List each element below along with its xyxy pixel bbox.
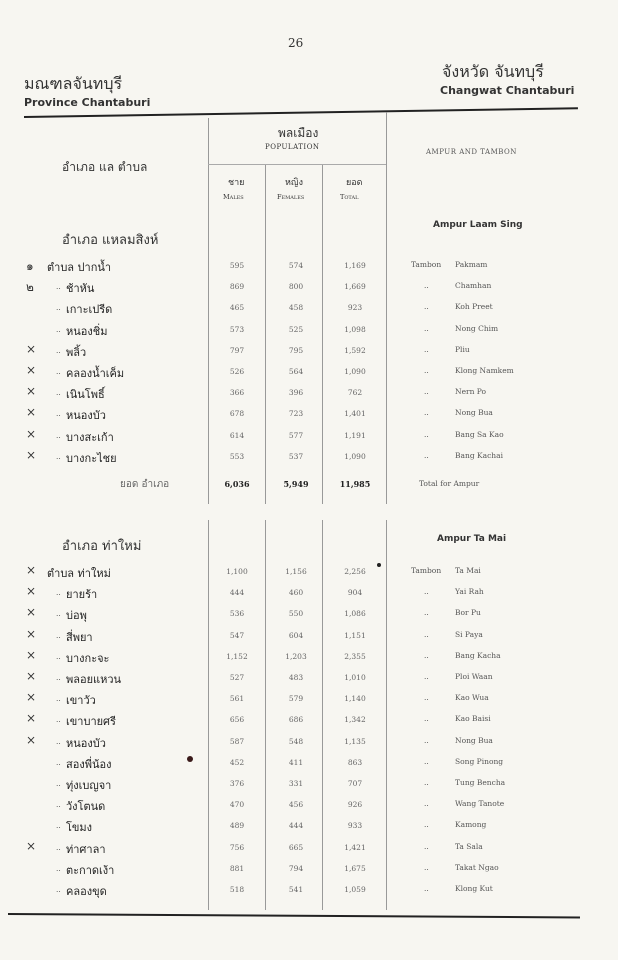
row-prefix: .. xyxy=(424,841,429,851)
row-females: 686 xyxy=(288,715,304,725)
row-tambon-thai: สี่พยา xyxy=(66,630,93,644)
row-tambon-en: Klong Kut xyxy=(455,884,493,893)
row-prefix: .. xyxy=(424,672,429,681)
row-ditto: .. xyxy=(56,388,61,398)
row-prefix: .. xyxy=(424,862,429,872)
row-females: 665 xyxy=(288,842,304,852)
row-total: 1,140 xyxy=(344,694,366,704)
row-tambon-en: Ta Sala xyxy=(455,841,483,851)
row-prefix: .. xyxy=(424,884,429,893)
row-total: 1,191 xyxy=(344,430,366,440)
row-males: 678 xyxy=(229,409,245,419)
row-males: 489 xyxy=(229,821,245,831)
column-header-total-thai: ยอด xyxy=(346,178,363,188)
row-prefix: .. xyxy=(424,778,429,787)
header-right-en: Changwat Chantaburi xyxy=(440,84,575,97)
row-ditto: .. xyxy=(56,694,61,704)
row-tambon-en: Wang Tanote xyxy=(455,799,505,809)
row-females: 537 xyxy=(288,451,304,461)
row-males: 527 xyxy=(229,673,245,682)
row-handwritten-mark: × xyxy=(26,405,37,420)
row-males: 376 xyxy=(229,779,245,788)
row-prefix: .. xyxy=(424,302,429,312)
row-ditto: .. xyxy=(56,651,61,661)
row-males: 595 xyxy=(229,261,245,270)
section2-title-thai: อำเภอ ท่าใหม่ xyxy=(62,539,142,554)
row-tambon-en: Nern Po xyxy=(455,387,487,397)
row-males: 366 xyxy=(229,388,245,398)
row-males: 756 xyxy=(229,842,245,852)
row-handwritten-mark: × xyxy=(26,732,37,747)
row-tambon-thai: ท่าศาลา xyxy=(66,842,106,856)
row-males: 547 xyxy=(229,630,245,640)
row-handwritten-mark: × xyxy=(26,563,37,577)
row-females: 458 xyxy=(288,303,304,313)
row-prefix: .. xyxy=(424,714,429,724)
row-handwritten-mark: × xyxy=(26,447,37,462)
row-tambon-thai: เกาะเปรีด xyxy=(66,303,113,317)
row-males: 1,152 xyxy=(226,651,248,661)
row-total: 1,592 xyxy=(344,345,366,355)
row-males: 465 xyxy=(229,303,245,313)
row-total: 1,401 xyxy=(344,409,366,419)
row-males: 536 xyxy=(229,609,245,619)
row-males: 869 xyxy=(229,282,245,292)
row-tambon-thai: คลองขุด xyxy=(66,885,107,898)
row-tambon-thai: บ่อพุ xyxy=(66,609,87,623)
row-tambon-thai: สองพี่น้อง xyxy=(66,757,112,771)
row-ditto: .. xyxy=(56,282,61,292)
row-females: 794 xyxy=(288,863,304,873)
row-tambon-thai: เขาบายศรี xyxy=(66,715,116,729)
row-ditto: .. xyxy=(56,609,61,619)
row-total: 1,421 xyxy=(344,842,366,852)
row-prefix: .. xyxy=(424,756,429,766)
row-tambon-thai: เนินโพธิ์ xyxy=(66,388,105,402)
row-tambon-en: Takat Ngao xyxy=(455,862,499,872)
row-tambon-en: Song Pinong xyxy=(455,756,504,766)
row-ditto: .. xyxy=(56,863,61,873)
row-ditto: .. xyxy=(56,757,61,767)
row-females: 1,203 xyxy=(285,651,307,661)
population-divider xyxy=(208,164,386,165)
row-ditto: .. xyxy=(56,588,61,598)
row-females: 800 xyxy=(288,282,304,292)
row-ditto: .. xyxy=(56,779,61,788)
section1-total-total: 11,985 xyxy=(339,479,371,489)
row-males: 553 xyxy=(229,451,245,461)
row-total: 1,169 xyxy=(344,261,366,270)
row-prefix: .. xyxy=(424,429,429,439)
row-tambon-en: Yai Rah xyxy=(455,587,484,597)
row-tambon-thai: บางกะไชย xyxy=(66,451,117,465)
row-handwritten-mark: × xyxy=(26,711,37,726)
row-prefix: .. xyxy=(424,366,429,375)
row-prefix: .. xyxy=(424,387,429,397)
row-females: 444 xyxy=(288,821,304,831)
section1-total-males: 6,036 xyxy=(224,479,250,489)
row-females: 411 xyxy=(288,757,304,767)
row-ditto: .. xyxy=(56,303,61,313)
row-handwritten-mark: × xyxy=(26,669,37,683)
header-left-thai: มณฑลจันทบุรี xyxy=(24,74,123,93)
row-ditto: .. xyxy=(56,885,61,894)
row-total: 1,059 xyxy=(344,885,366,894)
row-tambon-en: Bang Kacha xyxy=(455,650,501,660)
page-number: 26 xyxy=(288,36,304,50)
ink-spot xyxy=(377,563,381,567)
row-males: 518 xyxy=(229,885,245,894)
row-females: 604 xyxy=(288,630,304,640)
row-ditto: .. xyxy=(56,630,61,640)
column-header-males-thai: ชาย xyxy=(228,178,245,188)
row-tambon-thai: พลอยแหวน xyxy=(66,673,122,686)
row-tambon-thai: บางสะเก้า xyxy=(66,430,114,444)
row-females: 456 xyxy=(288,800,304,810)
row-tambon-en: Si Paya xyxy=(455,629,483,639)
row-handwritten-mark: × xyxy=(26,384,37,399)
row-total: 2,355 xyxy=(344,651,366,661)
row-males: 656 xyxy=(229,715,245,725)
row-total: 1,090 xyxy=(344,367,366,376)
row-ditto: .. xyxy=(56,673,61,682)
row-prefix: .. xyxy=(424,608,429,618)
row-males: 881 xyxy=(229,863,245,873)
row-prefix: .. xyxy=(424,799,429,809)
row-handwritten-mark: ๑ xyxy=(26,259,34,273)
row-handwritten-mark: × xyxy=(26,838,37,853)
row-tambon-en: Nong Chim xyxy=(455,323,499,333)
column-header-total-en: Total xyxy=(340,193,359,201)
row-females: 579 xyxy=(288,694,304,704)
column-header-males-en: Males xyxy=(223,193,244,201)
row-prefix: .. xyxy=(424,408,429,418)
row-prefix: .. xyxy=(424,650,429,660)
row-females: 723 xyxy=(288,409,304,419)
column-header-females-en: Females xyxy=(277,193,305,201)
row-total: 863 xyxy=(347,757,363,767)
row-tambon-thai: หนองบัว xyxy=(66,736,106,750)
row-tambon-en: Nong Bua xyxy=(455,735,493,745)
row-prefix: .. xyxy=(424,323,429,333)
row-females: 564 xyxy=(288,367,304,376)
row-tambon-thai: พลิ้ว xyxy=(66,345,87,359)
row-prefix: Tambon xyxy=(411,260,442,269)
row-prefix: .. xyxy=(424,820,429,830)
row-handwritten-mark: ๒ xyxy=(26,280,34,295)
row-ditto: .. xyxy=(56,367,61,376)
column-header-females-thai: หญิง xyxy=(285,178,303,188)
row-males: 797 xyxy=(229,345,245,355)
column-header-ampur-tambon: AMPUR AND TAMBON xyxy=(426,148,517,156)
section1-title-thai: อำเภอ แหลมสิงห์ xyxy=(62,233,159,248)
column-header-population-en: POPULATION xyxy=(265,143,320,151)
row-tambon-thai: คลองน้ำเค็ม xyxy=(66,367,125,380)
row-total: 933 xyxy=(347,821,363,831)
row-tambon-thai: เขาวัว xyxy=(66,694,96,708)
row-ditto: .. xyxy=(56,736,61,746)
row-tambon-en: Klong Namkem xyxy=(455,366,514,375)
row-males: 444 xyxy=(229,588,245,598)
footer-rule xyxy=(8,913,580,918)
row-ditto: .. xyxy=(56,345,61,355)
row-total: 1,342 xyxy=(344,715,366,725)
row-total: 1,151 xyxy=(344,630,366,640)
row-tambon-thai: ช้าหัน xyxy=(66,282,95,296)
row-tambon-en: Bang Sa Kao xyxy=(455,429,504,439)
row-prefix: .. xyxy=(424,629,429,639)
row-tambon-thai: โขมง xyxy=(66,821,93,835)
row-females: 577 xyxy=(288,430,304,440)
row-ditto: .. xyxy=(56,842,61,852)
section1-title-en: Ampur Laam Sing xyxy=(433,220,523,230)
row-females: 331 xyxy=(288,779,304,788)
row-prefix: .. xyxy=(424,450,429,460)
row-handwritten-mark: × xyxy=(26,426,37,441)
row-ditto: .. xyxy=(56,451,61,461)
row-total: 2,256 xyxy=(344,567,366,576)
row-total: 1,669 xyxy=(344,282,366,292)
row-total: 1,090 xyxy=(344,451,366,461)
row-handwritten-mark: × xyxy=(26,605,37,620)
section1-total-females: 5,949 xyxy=(283,479,309,489)
row-handwritten-mark: × xyxy=(26,626,37,641)
row-females: 483 xyxy=(288,673,304,682)
row-tambon-en: Chamhan xyxy=(455,281,492,291)
row-handwritten-mark: × xyxy=(26,584,37,599)
row-tambon-en: Bang Kachai xyxy=(455,450,503,460)
row-ditto: .. xyxy=(56,715,61,725)
row-females: 574 xyxy=(288,261,304,270)
row-handwritten-mark: × xyxy=(26,363,37,377)
row-males: 573 xyxy=(229,324,245,334)
row-males: 452 xyxy=(229,757,245,767)
row-ditto: .. xyxy=(56,821,61,831)
row-males: 526 xyxy=(229,367,245,376)
row-prefix: .. xyxy=(424,344,429,354)
row-tambon-en: Ta Mai xyxy=(455,566,481,575)
row-tambon-en: Bor Pu xyxy=(455,608,481,618)
row-females: 550 xyxy=(288,609,304,619)
row-prefix: .. xyxy=(424,587,429,597)
ink-spot xyxy=(187,756,193,762)
row-tambon-en: Kao Wua xyxy=(455,693,489,703)
row-total: 762 xyxy=(347,388,363,398)
row-ditto: .. xyxy=(56,800,61,810)
row-tambon-thai: ตำบล ท่าใหม่ xyxy=(47,567,111,580)
row-tambon-en: Ploi Waan xyxy=(455,672,493,681)
column-header-district: อำเภอ แล ตำบล xyxy=(62,160,148,174)
row-males: 470 xyxy=(229,800,245,810)
row-females: 396 xyxy=(288,388,304,398)
row-males: 561 xyxy=(229,694,245,704)
row-total: 904 xyxy=(347,588,363,598)
column-rule xyxy=(386,520,387,910)
row-males: 1,100 xyxy=(226,567,248,576)
section1-total-label-en: Total for Ampur xyxy=(419,479,480,488)
row-total: 1,010 xyxy=(344,673,366,682)
row-tambon-en: Nong Bua xyxy=(455,408,493,418)
row-tambon-thai: หนองชิ่ม xyxy=(66,324,108,338)
row-tambon-en: Pakmam xyxy=(455,260,488,269)
row-tambon-thai: หนองบัว xyxy=(66,409,106,423)
row-prefix: .. xyxy=(424,281,429,291)
row-handwritten-mark: × xyxy=(26,647,37,662)
row-total: 1,675 xyxy=(344,863,366,873)
row-ditto: .. xyxy=(56,324,61,334)
row-handwritten-mark: × xyxy=(26,341,37,356)
section1-total-label-thai: ยอด อำเภอ xyxy=(120,479,170,490)
row-females: 525 xyxy=(288,324,304,334)
row-females: 541 xyxy=(288,885,304,894)
row-tambon-thai: ตะกาดเง้า xyxy=(66,863,115,877)
row-females: 460 xyxy=(288,588,304,598)
row-ditto: .. xyxy=(56,430,61,440)
row-males: 587 xyxy=(229,736,245,746)
header-right-thai: จังหวัด จันทบุรี xyxy=(442,62,544,81)
header-left-en: Province Chantaburi xyxy=(24,96,151,109)
row-males: 614 xyxy=(229,430,245,440)
column-header-population-thai: พลเมือง xyxy=(278,126,319,140)
row-females: 795 xyxy=(288,345,304,355)
section2-title-en: Ampur Ta Mai xyxy=(437,534,507,544)
row-tambon-en: Pliu xyxy=(455,344,470,354)
row-tambon-thai: ทุ่งเบญจา xyxy=(66,779,112,792)
row-tambon-thai: บางกะจะ xyxy=(66,651,110,665)
row-tambon-thai: ยายร้า xyxy=(66,588,98,602)
row-tambon-en: Tung Bencha xyxy=(455,778,506,787)
row-females: 1,156 xyxy=(285,567,307,576)
row-total: 707 xyxy=(347,779,363,788)
row-tambon-thai: วังโตนด xyxy=(66,800,106,814)
row-tambon-en: Koh Preet xyxy=(455,302,493,312)
row-prefix: Tambon xyxy=(411,566,442,575)
row-total: 1,135 xyxy=(344,736,366,746)
row-total: 1,086 xyxy=(344,609,366,619)
row-tambon-en: Kao Baisi xyxy=(455,714,491,724)
row-prefix: .. xyxy=(424,735,429,745)
row-prefix: .. xyxy=(424,693,429,703)
column-rule xyxy=(386,112,387,504)
row-ditto: .. xyxy=(56,409,61,419)
row-tambon-en: Kamong xyxy=(455,820,487,830)
row-total: 923 xyxy=(347,303,363,313)
row-total: 926 xyxy=(347,800,363,810)
row-handwritten-mark: × xyxy=(26,690,37,705)
row-total: 1,098 xyxy=(344,324,366,334)
row-tambon-thai: ตำบล ปากน้ำ xyxy=(47,261,112,274)
row-females: 548 xyxy=(288,736,304,746)
